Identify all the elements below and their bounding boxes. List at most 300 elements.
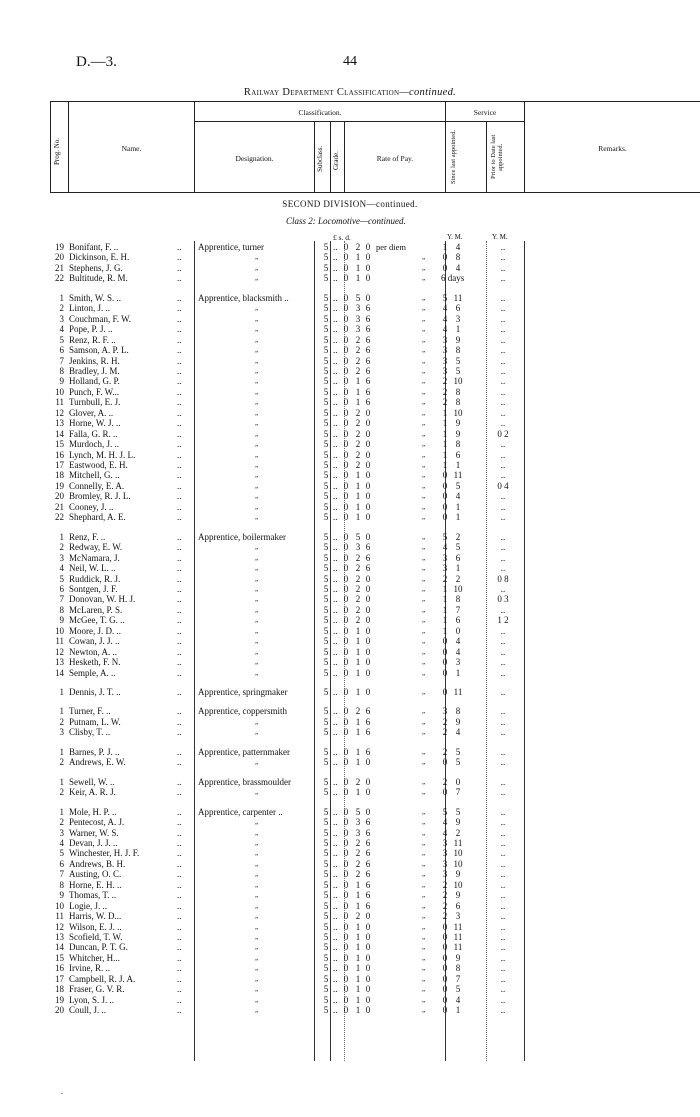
- leader-dots: ..: [177, 615, 182, 626]
- prog-no-cell: 1: [59, 746, 64, 757]
- shillings-cell: 3: [355, 542, 361, 553]
- shillings-cell: 2: [355, 552, 361, 563]
- designation-cell: „: [255, 429, 259, 438]
- pence-cell: 6: [365, 746, 371, 757]
- leader-dots: ..: [177, 292, 182, 303]
- subclass-cell: 5: [323, 252, 329, 263]
- leader-dots: ..: [333, 313, 338, 324]
- since-years-cell: 2: [442, 776, 448, 787]
- prog-no-cell: 13: [55, 418, 64, 429]
- rate-unit-cell: „: [422, 564, 426, 573]
- pence-cell: 0: [365, 625, 371, 636]
- prior-service-cell: ..: [500, 973, 506, 984]
- subclass-cell: 5: [323, 727, 329, 738]
- prior-service-cell: ..: [500, 952, 506, 963]
- subclass-cell: 5: [323, 460, 329, 470]
- pounds-cell: 0: [343, 727, 349, 738]
- leader-dots: ..: [177, 646, 182, 657]
- since-years-cell: 3: [442, 837, 448, 848]
- pounds-cell: 0: [343, 273, 349, 284]
- subclass-cell: 5: [323, 386, 329, 397]
- name-cell: Lyon, S. J. ..: [69, 994, 115, 1005]
- prior-service-cell: ..: [500, 273, 506, 284]
- since-months-cell: 7: [455, 604, 461, 615]
- pence-cell: 0: [365, 439, 371, 450]
- since-years-cell: 3: [442, 848, 448, 859]
- remarks-header: Remarks.: [598, 144, 627, 153]
- since-years-cell: 4: [442, 817, 448, 828]
- leader-dots: ..: [333, 563, 338, 574]
- designation-cell: „: [255, 502, 259, 511]
- since-years-cell: 0: [442, 512, 448, 523]
- title-suffix: —continued.: [399, 87, 457, 98]
- name-cell: Wilson, E. J. ..: [69, 921, 122, 932]
- rate-unit-cell: „: [422, 912, 426, 921]
- class-subtitle: Class 2: Locomotive—continued.: [286, 216, 406, 226]
- prior-service-cell: ..: [500, 921, 506, 932]
- prog-no-cell: 12: [55, 646, 64, 657]
- leader-dots: ..: [177, 355, 182, 366]
- since-months-cell: 4: [455, 636, 461, 647]
- prog-no-cell: 13: [55, 932, 64, 942]
- designation-cell: „: [255, 818, 259, 827]
- prior-service-cell: ..: [500, 418, 506, 429]
- rate-unit-cell: „: [422, 933, 426, 941]
- since-years-cell: 3: [442, 858, 448, 869]
- prior-service-cell: ..: [500, 252, 506, 263]
- leader-dots: ..: [177, 806, 182, 817]
- subclass-cell: 5: [323, 345, 329, 356]
- designation-cell: „: [255, 419, 259, 428]
- pounds-cell: 0: [343, 858, 349, 869]
- prog-no-cell: 5: [59, 573, 64, 584]
- prior-service-cell: ..: [500, 242, 506, 252]
- since-months-cell: 9: [455, 890, 461, 901]
- leader-dots: ..: [333, 542, 338, 553]
- since-years-cell: 0: [442, 501, 448, 512]
- rate-unit-cell: „: [422, 274, 426, 283]
- pence-cell: 0: [365, 604, 371, 615]
- table-row: [50, 314, 700, 325]
- leader-dots: ..: [333, 1005, 338, 1016]
- since-years-cell: 3: [442, 706, 448, 717]
- since-months-cell: 7: [455, 973, 461, 984]
- rate-unit-cell: „: [422, 838, 426, 847]
- prog-no-cell: 3: [59, 552, 64, 563]
- since-months-cell: 4: [455, 242, 461, 252]
- rate-unit-cell: „: [422, 1006, 426, 1015]
- since-years-cell: 1: [442, 625, 448, 636]
- pence-cell: 0: [365, 636, 371, 647]
- shillings-cell: 1: [355, 942, 361, 953]
- since-years-cell: 1: [442, 460, 448, 470]
- subclass-cell: 5: [323, 355, 329, 366]
- designation-cell: Apprentice, coppersmith: [198, 706, 287, 717]
- subclass-cell: 5: [323, 657, 329, 668]
- leader-dots: ..: [333, 480, 338, 491]
- shillings-cell: 2: [355, 615, 361, 626]
- since-years-cell: 2: [442, 573, 448, 584]
- rate-unit-cell: „: [422, 253, 426, 262]
- leader-dots: ..: [333, 583, 338, 594]
- pounds-cell: 0: [343, 563, 349, 574]
- rate-unit-cell: „: [422, 849, 426, 858]
- prog-no-cell: 4: [59, 324, 64, 335]
- pence-cell: 6: [365, 706, 371, 717]
- subclass-cell: 5: [323, 407, 329, 418]
- leader-dots: ..: [333, 324, 338, 335]
- pence-cell: 0: [365, 973, 371, 984]
- prior-service-cell: ..: [500, 806, 506, 817]
- table-row: [50, 953, 700, 964]
- shillings-cell: 1: [355, 376, 361, 387]
- subclass-cell: 5: [323, 615, 329, 626]
- pounds-cell: 0: [343, 952, 349, 963]
- prior-service-cell: ..: [500, 512, 506, 523]
- leader-dots: ..: [333, 932, 338, 942]
- name-cell: Harris, W. D...: [69, 911, 122, 922]
- subclass-cell: 5: [323, 449, 329, 460]
- pence-cell: 0: [365, 963, 371, 974]
- pence-cell: 6: [365, 727, 371, 738]
- prior-service-cell: ..: [500, 386, 506, 397]
- shillings-cell: 2: [355, 583, 361, 594]
- since-months-cell: 4: [455, 646, 461, 657]
- name-cell: McGee, T. G. ..: [69, 615, 125, 626]
- pounds-cell: 0: [343, 491, 349, 502]
- table-row: [50, 859, 700, 870]
- leader-dots: ..: [177, 345, 182, 356]
- leader-dots: ..: [177, 921, 182, 932]
- subclass-cell: 5: [323, 746, 329, 757]
- rate-unit-cell: „: [422, 595, 426, 604]
- rate-unit-cell: „: [422, 366, 426, 375]
- designation-cell: „: [255, 891, 259, 900]
- leader-dots: ..: [177, 439, 182, 450]
- rate-unit-cell: „: [422, 513, 426, 522]
- leader-dots: ..: [333, 963, 338, 974]
- rate-unit-cell: „: [422, 995, 426, 1004]
- designation-cell: „: [255, 838, 259, 847]
- shillings-cell: 1: [355, 470, 361, 481]
- designation-cell: Apprentice, brassmoulder: [198, 776, 291, 787]
- subclass-cell: 5: [323, 324, 329, 335]
- since-months-cell: 6: [455, 900, 461, 911]
- subclass-cell: 5: [323, 900, 329, 911]
- rate-unit-cell: „: [422, 502, 426, 511]
- since-months-cell: 8: [455, 963, 461, 974]
- leader-dots: ..: [333, 552, 338, 563]
- since-years-cell: 1: [442, 449, 448, 460]
- subclass-cell: 5: [323, 491, 329, 502]
- table-row: [50, 647, 700, 658]
- subclass-cell: 5: [323, 242, 329, 252]
- pounds-cell: 0: [343, 552, 349, 563]
- leader-dots: ..: [177, 994, 182, 1005]
- table-row: [50, 366, 700, 377]
- shillings-cell: 1: [355, 952, 361, 963]
- subclass-cell: 5: [323, 501, 329, 512]
- shillings-cell: 1: [355, 746, 361, 757]
- rate-unit-cell: „: [422, 293, 426, 302]
- shillings-cell: 1: [355, 657, 361, 668]
- since-months-cell: 9: [455, 869, 461, 880]
- leader-dots: ..: [177, 657, 182, 668]
- prog-no-cell: 9: [59, 890, 64, 901]
- pence-cell: 6: [365, 716, 371, 727]
- table-row: [50, 657, 700, 668]
- shillings-cell: 2: [355, 604, 361, 615]
- prog-no-cell: 1: [59, 531, 64, 542]
- since-years-cell: 2: [442, 386, 448, 397]
- leader-dots: ..: [177, 827, 182, 838]
- name-cell: Andrews, B. H.: [69, 858, 126, 869]
- leader-dots: ..: [177, 932, 182, 942]
- rate-unit-cell: „: [422, 758, 426, 767]
- since-years-cell: 2: [442, 911, 448, 922]
- rate-unit-cell: „: [422, 974, 426, 983]
- shillings-cell: 1: [355, 963, 361, 974]
- prog-no-cell: 11: [55, 636, 64, 647]
- since-years-cell: 0: [442, 942, 448, 953]
- since-years-cell: 0: [442, 657, 448, 668]
- since-months-cell: 9: [455, 334, 461, 345]
- table-row: [50, 932, 700, 943]
- leader-dots: ..: [333, 334, 338, 345]
- pounds-cell: 0: [343, 963, 349, 974]
- leader-dots: ..: [333, 776, 338, 787]
- designation-cell: „: [255, 553, 259, 562]
- table-row: [50, 1005, 700, 1016]
- since-months-cell: 1: [455, 512, 461, 523]
- prior-service-cell: ..: [500, 397, 506, 408]
- pounds-cell: 0: [343, 657, 349, 668]
- subclass-cell: 5: [323, 531, 329, 542]
- leader-dots: ..: [333, 984, 338, 995]
- shillings-cell: 1: [355, 727, 361, 738]
- since-years-cell: 0: [442, 963, 448, 974]
- table-row: [50, 594, 700, 605]
- leader-dots: ..: [333, 594, 338, 605]
- leader-dots: ..: [177, 460, 182, 470]
- designation-cell: „: [255, 513, 259, 522]
- pounds-cell: 0: [343, 615, 349, 626]
- since-months-cell: 11: [453, 921, 463, 932]
- table-row: [50, 491, 700, 502]
- name-cell: Moore, J. D. ..: [69, 625, 121, 636]
- pounds-cell: 0: [343, 921, 349, 932]
- rate-unit-cell: „: [422, 543, 426, 552]
- subclass-header: Subclass.: [316, 145, 324, 173]
- prog-no-cell: 2: [59, 757, 64, 768]
- name-cell: McLaren, P. S.: [69, 604, 123, 615]
- name-cell: Fraser, G. V. R.: [69, 984, 125, 995]
- leader-dots: ..: [177, 973, 182, 984]
- table-row: [50, 942, 700, 953]
- pence-cell: 0: [365, 583, 371, 594]
- prior-service-cell: ..: [500, 376, 506, 387]
- table-row: [50, 880, 700, 891]
- leader-dots: ..: [333, 727, 338, 738]
- designation-cell: „: [255, 543, 259, 552]
- name-cell: Bonifant, F. ..: [69, 242, 119, 252]
- rate-unit-cell: „: [422, 346, 426, 355]
- subclass-cell: 5: [323, 262, 329, 273]
- since-years-cell: 0: [442, 757, 448, 768]
- pounds-cell: 0: [343, 583, 349, 594]
- shillings-cell: 1: [355, 397, 361, 408]
- rate-unit-cell: per diem: [376, 242, 406, 252]
- name-cell: Turner, F. ..: [69, 706, 111, 717]
- designation-cell: „: [255, 356, 259, 365]
- shillings-cell: 3: [355, 324, 361, 335]
- leader-dots: ..: [333, 242, 338, 252]
- since-months-cell: 6: [455, 303, 461, 314]
- since-months-cell: 8: [455, 439, 461, 450]
- pounds-cell: 0: [343, 480, 349, 491]
- subclass-cell: 5: [323, 921, 329, 932]
- pounds-cell: 0: [343, 397, 349, 408]
- name-cell: Cowan, J. J. ..: [69, 636, 120, 647]
- prog-no-cell: 8: [59, 365, 64, 376]
- name-cell: Devan, J. J. ..: [69, 837, 118, 848]
- designation-cell: „: [255, 985, 259, 994]
- since-months-cell: 9: [455, 716, 461, 727]
- shillings-cell: 3: [355, 817, 361, 828]
- table-row: [50, 963, 700, 974]
- prog-no-cell: 1: [59, 687, 64, 697]
- prog-no-cell: 18: [55, 984, 64, 995]
- subclass-cell: 5: [323, 334, 329, 345]
- since-years-cell: 0: [442, 470, 448, 481]
- shillings-cell: 2: [355, 776, 361, 787]
- prior-service-cell: 0 4: [497, 480, 509, 491]
- prog-no-cell: 14: [55, 942, 64, 953]
- leader-dots: ..: [177, 563, 182, 574]
- leader-dots: ..: [333, 292, 338, 303]
- prog-no-cell: 12: [55, 921, 64, 932]
- prog-no-cell: 3: [59, 827, 64, 838]
- prior-service-cell: ..: [500, 1005, 506, 1016]
- table-row: [50, 869, 700, 880]
- prior-service-cell: ..: [500, 994, 506, 1005]
- table-row: [50, 335, 700, 346]
- table-row: [50, 848, 700, 859]
- pence-cell: 6: [365, 890, 371, 901]
- table-row: [50, 242, 700, 253]
- since-months-cell: 3: [455, 911, 461, 922]
- since-years-cell: 2: [442, 716, 448, 727]
- since-years-cell: 0: [442, 480, 448, 491]
- prog-no-cell: 21: [55, 262, 64, 273]
- shillings-cell: 2: [355, 365, 361, 376]
- subclass-cell: 5: [323, 984, 329, 995]
- pounds-cell: 0: [343, 994, 349, 1005]
- leader-dots: ..: [177, 491, 182, 502]
- since-months-cell: 5: [455, 806, 461, 817]
- leader-dots: ..: [177, 942, 182, 953]
- since-months-cell: 11: [453, 942, 463, 953]
- designation-cell: „: [255, 647, 259, 656]
- shillings-cell: 2: [355, 911, 361, 922]
- designation-cell: Apprentice, boilermaker: [198, 531, 286, 542]
- since-months-cell: 9: [455, 418, 461, 429]
- rate-unit-cell: „: [422, 471, 426, 480]
- rate-unit-cell: „: [422, 626, 426, 635]
- designation-cell: „: [255, 481, 259, 490]
- leader-dots: ..: [177, 470, 182, 481]
- since-months-cell: 6: [455, 449, 461, 460]
- since-years-cell: 0: [442, 636, 448, 647]
- pounds-cell: 0: [343, 806, 349, 817]
- leader-dots: ..: [177, 604, 182, 615]
- pence-cell: 0: [365, 776, 371, 787]
- leader-dots: ..: [177, 879, 182, 890]
- prog-no-cell: 14: [55, 428, 64, 439]
- rate-unit-cell: „: [422, 492, 426, 501]
- designation-cell: „: [255, 964, 259, 973]
- leader-dots: ..: [333, 386, 338, 397]
- prog-no-cell: 2: [59, 542, 64, 553]
- pence-cell: 0: [365, 491, 371, 502]
- subclass-cell: 5: [323, 879, 329, 890]
- prog-no-cell: 20: [55, 491, 64, 502]
- designation-cell: „: [255, 859, 259, 868]
- name-cell: Semple, A. ..: [69, 667, 116, 678]
- subclass-cell: 5: [323, 858, 329, 869]
- division-title: SECOND DIVISION—continued.: [282, 199, 418, 209]
- pence-cell: 0: [365, 262, 371, 273]
- leader-dots: ..: [333, 439, 338, 450]
- since-years-cell: 2: [442, 727, 448, 738]
- subclass-cell: 5: [323, 716, 329, 727]
- table-row: [50, 553, 700, 564]
- shillings-cell: 5: [355, 806, 361, 817]
- designation-cell: Apprentice, carpenter ..: [198, 806, 283, 817]
- leader-dots: ..: [177, 952, 182, 963]
- prior-service-cell: ..: [500, 563, 506, 574]
- prior-service-cell: ..: [500, 501, 506, 512]
- pence-cell: 6: [365, 386, 371, 397]
- rate-unit-cell: „: [422, 408, 426, 417]
- leader-dots: ..: [333, 787, 338, 798]
- shillings-cell: 2: [355, 439, 361, 450]
- table-row: [50, 668, 700, 679]
- prior-service-cell: ..: [500, 460, 506, 470]
- since-years-cell: 2: [442, 397, 448, 408]
- prior-service-cell: ..: [500, 531, 506, 542]
- table-row: [50, 356, 700, 367]
- pounds-cell: 0: [343, 345, 349, 356]
- since-months-cell: 4: [455, 727, 461, 738]
- prior-service-cell: ..: [500, 625, 506, 636]
- designation-cell: „: [255, 758, 259, 767]
- subclass-cell: 5: [323, 869, 329, 880]
- shillings-cell: 2: [355, 407, 361, 418]
- table-row: [50, 387, 700, 398]
- since-months-cell: 9: [455, 817, 461, 828]
- since-months-cell: 5: [455, 746, 461, 757]
- shillings-cell: 2: [355, 594, 361, 605]
- leader-dots: ..: [333, 418, 338, 429]
- pence-cell: 0: [365, 242, 371, 252]
- service-header: Service: [473, 108, 497, 117]
- shillings-cell: 1: [355, 262, 361, 273]
- pence-cell: 0: [365, 911, 371, 922]
- leader-dots: ..: [333, 273, 338, 284]
- leader-dots: ..: [333, 716, 338, 727]
- name-cell: Horne, W. J. ..: [69, 418, 121, 429]
